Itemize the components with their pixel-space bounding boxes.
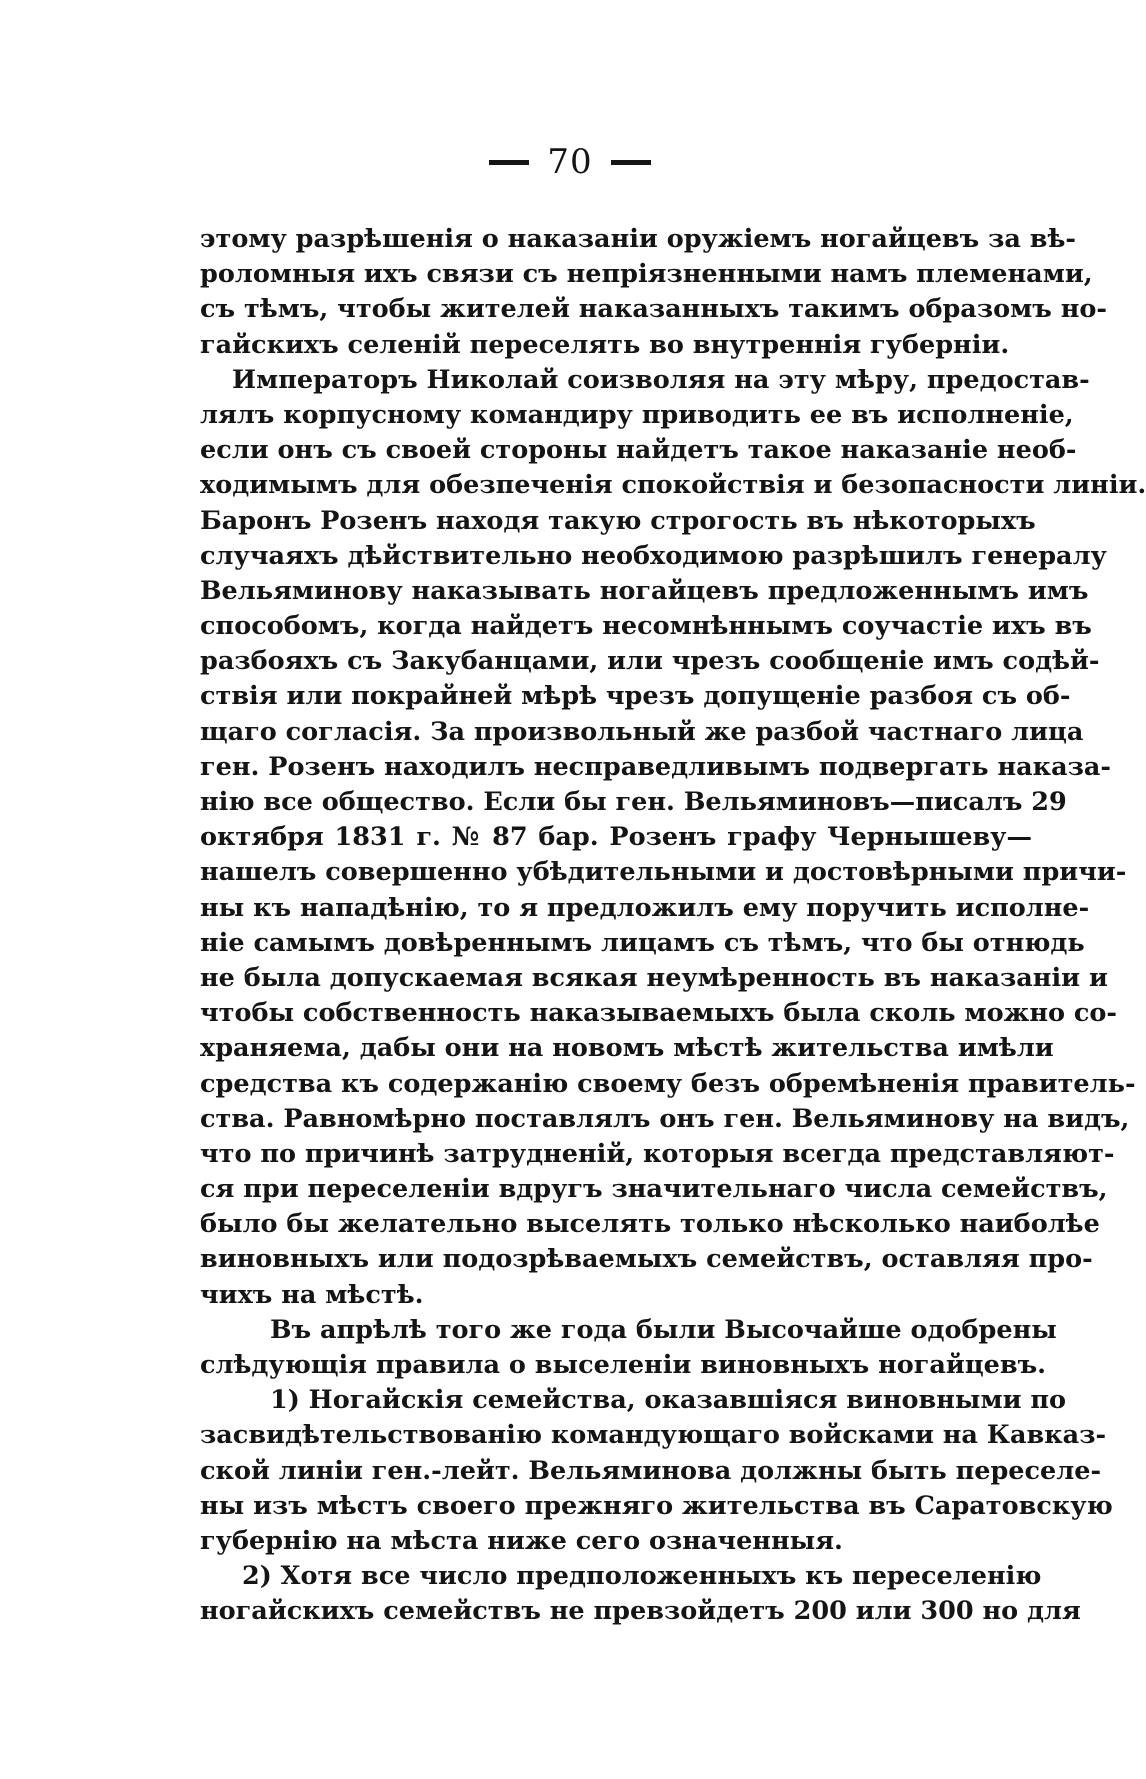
text-line: виновныхъ или подозрѣваемыхъ семействъ, оставляя про-	[200, 1244, 1093, 1275]
text-line: ства. Равномѣрно поставлялъ онъ ген. Вельяминову на видъ,	[200, 1103, 1130, 1134]
text-line: ген. Розенъ находилъ несправедливымъ подвергать наказа-	[200, 751, 1111, 782]
text-line: ны изъ мѣстъ своего прежняго жительства въ Саратовскую	[200, 1490, 1113, 1521]
text-line: чтобы собственность наказываемыхъ была сколь можно со-	[200, 998, 1118, 1029]
text-line: ствія или покрайней мѣрѣ чрезъ допущеніе разбоя съ об-	[200, 681, 1071, 712]
text-line: не была допускаемая всякая неумѣренность въ наказаніи и	[200, 962, 1108, 993]
text-line: нашелъ совершенно убѣдительными и достовѣрными причи-	[200, 857, 1127, 888]
text-line: случаяхъ дѣйствительно необходимою разрѣшилъ генералу	[200, 540, 1107, 571]
left-dash	[489, 160, 529, 165]
text-line: 2) Хотя все число предположенныхъ къ переселенію	[242, 1561, 1042, 1592]
right-dash	[611, 160, 651, 165]
text-line: лялъ корпусному командиру приводить ее въ исполненіе,	[200, 399, 1074, 430]
text-line: этому разрѣшенія о наказаніи оружіемъ ногайцевъ за вѣ-	[200, 224, 1076, 254]
text-line: губернію на мѣста ниже сего означенныя.	[200, 1525, 843, 1556]
text-line: Въ апрѣлѣ того же года были Высочайше одобрены	[270, 1314, 1057, 1345]
text-line: щаго согласія. За произвольный же разбой частнаго лица	[200, 716, 1084, 747]
text-line: роломныя ихъ связи съ непріязненными намъ племенами,	[200, 259, 1093, 290]
text-line: храняема, дабы они на новомъ мѣстѣ жительства имѣли	[200, 1033, 1054, 1064]
page-number	[0, 142, 1140, 182]
text-line: Баронъ Розенъ находя такую строгость въ нѣкоторыхъ	[200, 505, 1036, 536]
text-line: если онъ съ своей стороны найдетъ такое наказаніе необ-	[200, 435, 1077, 466]
body-text	[200, 222, 1146, 1630]
text-line: 1) Ногайскія семейства, оказавшіяся виновными по	[270, 1385, 1067, 1416]
text-line: было бы желательно выселять только нѣсколько наиболѣе	[200, 1209, 1100, 1240]
text-line: ской линіи ген.-лейт. Вельяминова должны быть переселе-	[200, 1455, 1102, 1486]
text-line: слѣдующія правила о выселеніи виновныхъ ногайцевъ.	[200, 1350, 1047, 1380]
text-line: способомъ, когда найдетъ несомнѣннымъ соучастіе ихъ въ	[200, 611, 1092, 642]
text-line: чихъ на мѣстѣ.	[200, 1279, 424, 1310]
text-line: съ тѣмъ, чтобы жителей наказанныхъ такимъ образомъ но-	[200, 294, 1107, 325]
text-line: Императоръ Николай соизволяя на эту мѣру, предостав-	[232, 364, 1090, 395]
text-line: ся при переселеніи вдругъ значительнаго числа семействъ,	[200, 1174, 1108, 1205]
text-line: засвидѣтельствованію командующаго войсками на Кавказ-	[200, 1420, 1107, 1451]
text-line: средства къ содержанію своему безъ обремѣненія правитель-	[200, 1068, 1136, 1099]
text-line: ны къ нападѣнію, то я предложилъ ему поручить исполне-	[200, 892, 1090, 923]
text-line: гайскихъ селеній переселять во внутреннія губерніи.	[200, 329, 1010, 360]
text-line: ніе самымъ довѣреннымъ лицамъ съ тѣмъ, что бы отнюдь	[200, 927, 1085, 958]
text-line: ходимымъ для обезпеченія спокойствія и безопасности линіи.	[200, 470, 1146, 501]
text-line: нію все общество. Если бы ген. Вельяминовъ—писалъ 29	[200, 787, 1067, 817]
text-line: разбояхъ съ Закубанцами, или чрезъ сообщеніе имъ содѣй-	[200, 646, 1100, 677]
text-line: что по причинѣ затрудненій, которыя всегда представляют-	[200, 1138, 1115, 1169]
page-number-value: 70	[547, 142, 593, 182]
text-line: ногайскихъ семействъ не превзойдетъ 200 или 300 но для	[200, 1596, 1081, 1627]
text-line: октября 1831 г. № 87 бар. Розенъ графу Чернышеву—	[200, 822, 1032, 853]
text-line: Вельяминову наказывать ногайцевъ предложеннымъ имъ	[200, 575, 1089, 606]
